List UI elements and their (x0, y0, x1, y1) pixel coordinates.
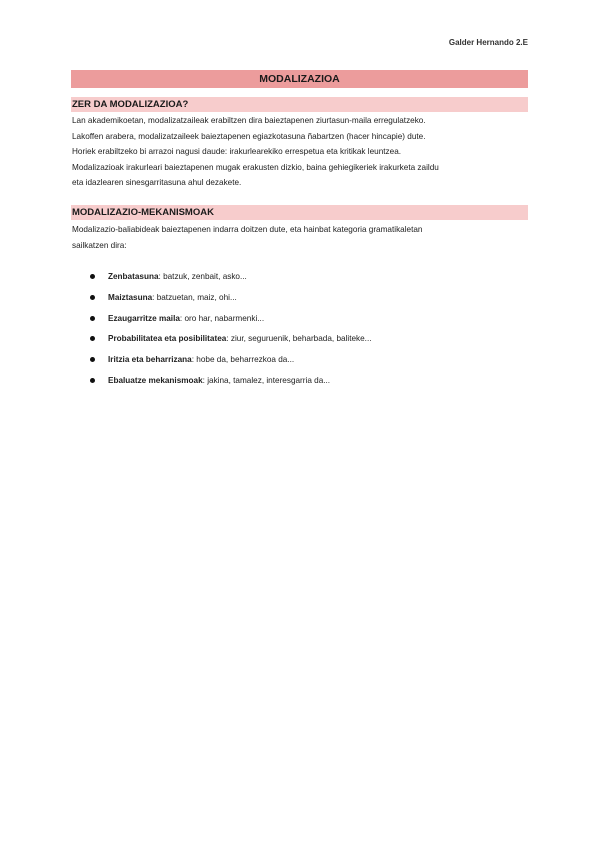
bullet-icon (90, 336, 95, 341)
bullet-icon (90, 274, 95, 279)
list-item-text: : ziur, seguruenik, beharbada, baliteke... (226, 334, 372, 344)
list-item (72, 375, 528, 396)
paragraph-line: Modalizazio-baliabideak baieztapenen indarra doitzen dute, eta hainbat kategoria gramatikaletan (72, 225, 423, 234)
bullet-icon (90, 378, 95, 383)
document-title: MODALIZAZIOA (71, 70, 528, 88)
bullet-icon (90, 357, 95, 362)
list-item (72, 271, 528, 292)
list-item-text: : batzuetan, maiz, ohi... (152, 292, 237, 302)
section-heading-what-is: ZER DA MODALIZAZIOA? (71, 97, 528, 112)
paragraph-line: Horiek erabiltzeko bi arrazoi nagusi daude: irakurlearekiko errespetua eta kritikak leuntzea. (72, 147, 402, 157)
paragraph-line: Modalizazioak irakurleari baieztapenen mugak erakusten dizkio, baina gehiegikeriek irakurketa zaildu (72, 162, 439, 172)
list-item-term: Maiztasuna (108, 292, 153, 302)
paragraph-line: sailkatzen dira: (72, 240, 127, 250)
section-paragraph-mechanisms (72, 222, 532, 253)
list-item-text: : oro har, nabarmenki... (179, 313, 265, 323)
bullet-icon (90, 295, 95, 300)
list-item-term: Iritzia eta beharrizana (108, 355, 192, 365)
list-item-term: Ebaluatze mekanismoak (108, 375, 203, 385)
author-header: Galder Hernando 2.E (448, 38, 528, 47)
list-item (72, 333, 528, 354)
mechanism-list (72, 271, 528, 396)
list-item-text: : hobe da, beharrezkoa da... (191, 355, 295, 365)
paragraph-line: eta idazlearen sinesgarritasuna ahul dezakete. (72, 178, 242, 188)
list-item (72, 313, 528, 334)
section-paragraph-what-is (72, 113, 532, 191)
list-item-term: Zenbatasuna (108, 272, 159, 281)
list-item-text: : batzuk, zenbait, asko... (158, 272, 247, 281)
list-item-text: : jakina, tamalez, interesgarria da... (202, 375, 331, 385)
paragraph-line: Lan akademikoetan, modalizatzaileak erabiltzen dira baieztapenen ziurtasun-maila erregulatzeko. (72, 116, 426, 125)
paragraph-line: Lakoffen arabera, modalizatzaileek baieztapenen egiazkotasuna ñabartzen (hacer hincapie) dute. (72, 131, 426, 141)
list-item-term: Ezaugarritze maila (108, 313, 180, 323)
bullet-icon (90, 316, 95, 321)
list-item (72, 354, 528, 375)
list-item (72, 292, 528, 313)
list-item-term: Probabilitatea eta posibilitatea (108, 334, 227, 344)
section-heading-mechanisms: MODALIZAZIO-MEKANISMOAK (71, 205, 528, 220)
